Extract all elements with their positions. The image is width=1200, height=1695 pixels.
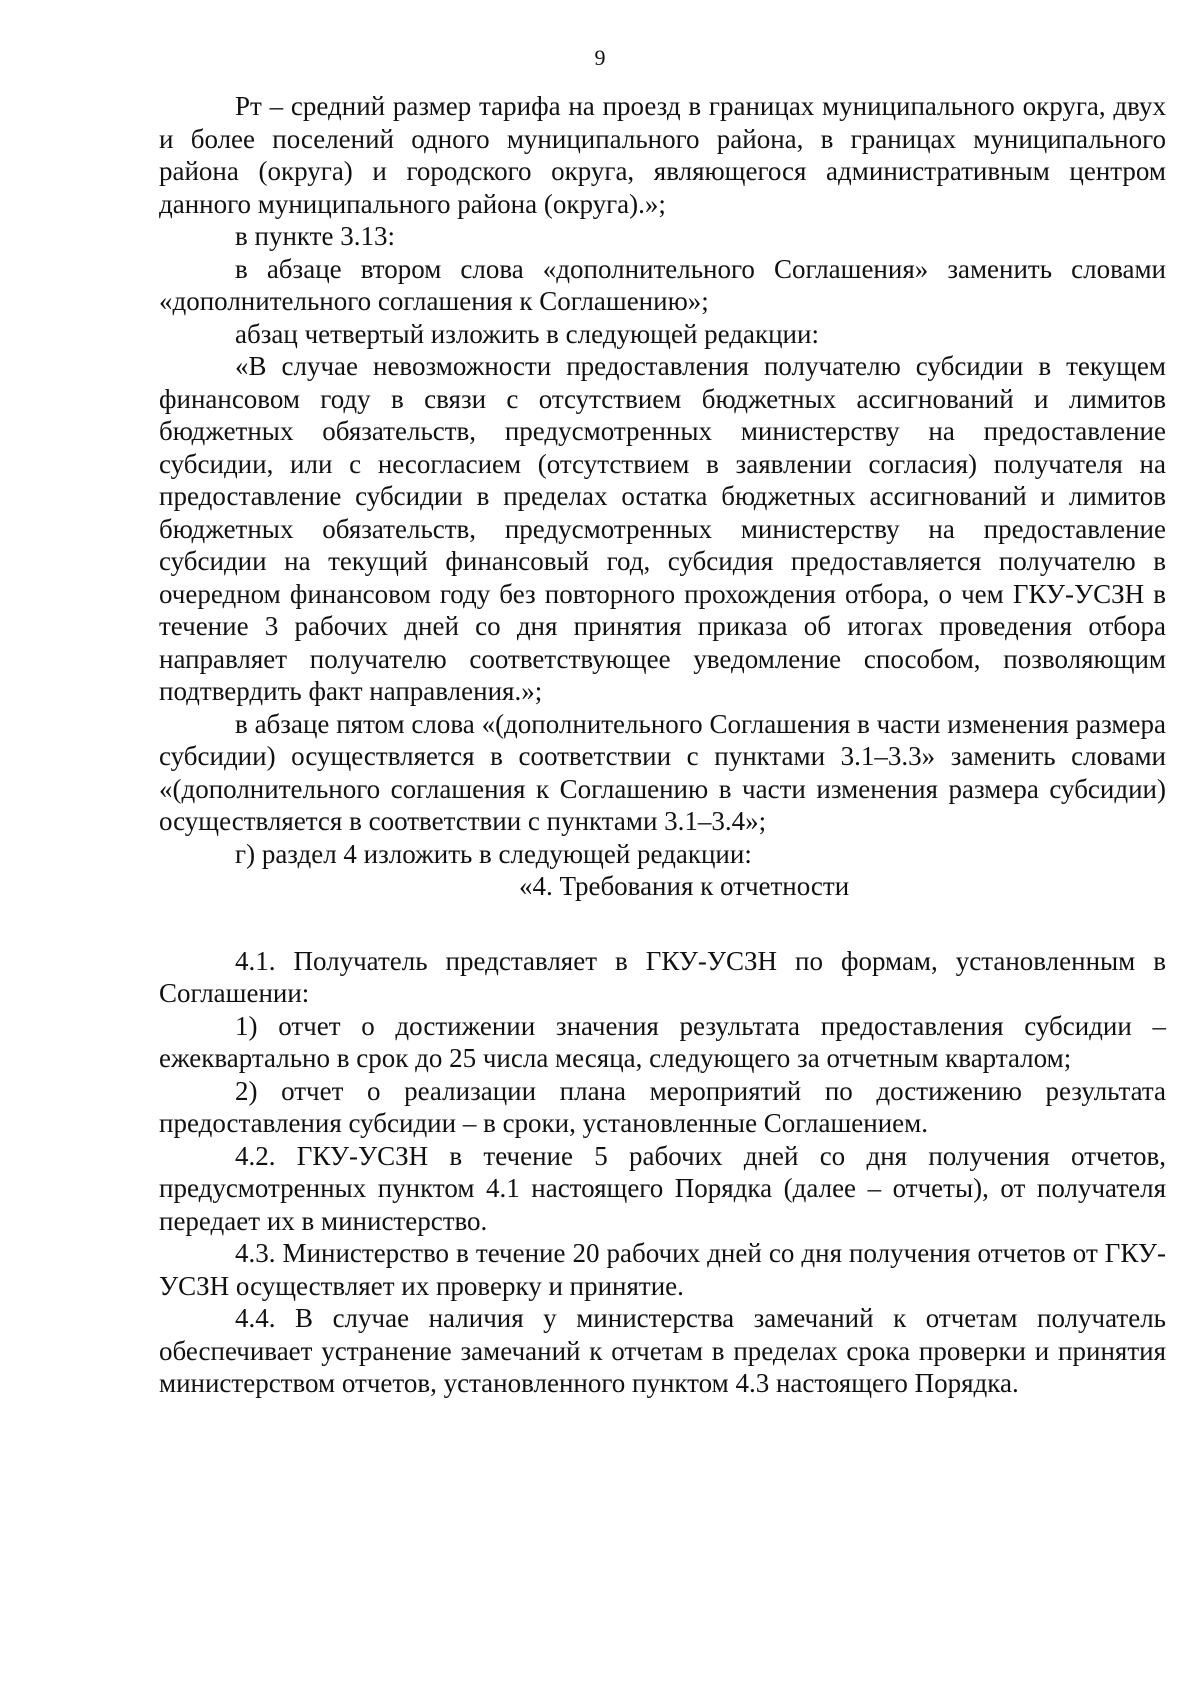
paragraph-4-1-item-2: 2) отчет о реализации плана мероприятий по достижению результата предоставления субсидии – в сроки, установленные Соглашением. [159,1075,1166,1138]
paragraph-fifth-abzac: в абзаце пятом слова «(дополнительного Соглашения в части изменения размера субсидии) осуществляется в соответствии с пунктами 3.1–3.3» заменить словами «(дополнительного соглашения к Соглашению в части изменения размера субсидии) осуществляется в соответствии с пунктами 3.1–3.4»; [159,708,1166,836]
paragraph-section-4-intro: г) раздел 4 изложить в следующей редакции: [235,838,752,869]
page-number: 9 [594,45,606,70]
paragraph-4-4: 4.4. В случае наличия у министерства замечаний к отчетам получатель обеспечивает устранение замечаний к отчетам в пределах срока проверки и принятия министерством отчетов, установленного пунктом 4.3 настоящего Порядка. [159,1303,1166,1398]
paragraph-4-1-item-1: 1) отчет о достижении значения результата предоставления субсидии – ежеквартально в срок до 25 числа месяца, следующего за отчетным кварталом; [159,1010,1166,1073]
section-heading: «4. Требования к отчетности [519,871,850,901]
paragraph-4-1: 4.1. Получатель представляет в ГКУ-УСЗН по формам, установленным в Соглашении: [159,945,1166,1008]
paragraph-fourth-abzac-text: «В случае невозможности предоставления получателю субсидии в текущем финансовом году в связи с отсутствием бюджетных ассигнований и лимитов бюджетных обязательств, предусмотренных министерству на предоставление субсидии, или с несогласием (отсутствием в заявлении согласия) получателя на предоставление субсидии в пределах остатка бюджетных ассигнований и лимитов бюджетных обязательств, предусмотренных министерству на предоставление субсидии на текущий финансовый год, субсидия предоставляется получателю в очередном финансовом году без повторного прохождения отбора, о чем ГКУ-УСЗН в течение 3 рабочих дней со дня принятия приказа об итогах проведения отбора направляет получателю соответствующее уведомление способом, позволяющим подтвердить факт направления.»; [159,351,1166,706]
paragraph-second-abzac: в абзаце втором слова «дополнительного Соглашения» заменить словами «дополнительного соглашения к Соглашению»; [159,253,1166,316]
paragraph-fourth-abzac-intro: абзац четвертый изложить в следующей редакции: [235,318,819,349]
paragraph-4-3: 4.3. Министерство в течение 20 рабочих дней со дня получения отчетов от ГКУ-УСЗН осуществляет их проверку и принятие. [159,1238,1166,1301]
paragraph-point-3-13: в пункте 3.13: [235,221,395,251]
paragraph-4-2: 4.2. ГКУ-УСЗН в течение 5 рабочих дней со дня получения отчетов, предусмотренных пунктом 4.1 настоящего Порядка (далее – отчеты), от получателя передает их в министерство. [159,1140,1166,1236]
heading-spacer [159,903,1166,945]
document-body [159,90,1166,1400]
paragraph-tariff-definition: Рт – средний размер тарифа на проезд в границах муниципального округа, двух и более поселений одного муниципального района, в границах муниципального района (округа) и городского округа, являющегося административным центром данного муниципального района (округа).»; [159,91,1166,219]
